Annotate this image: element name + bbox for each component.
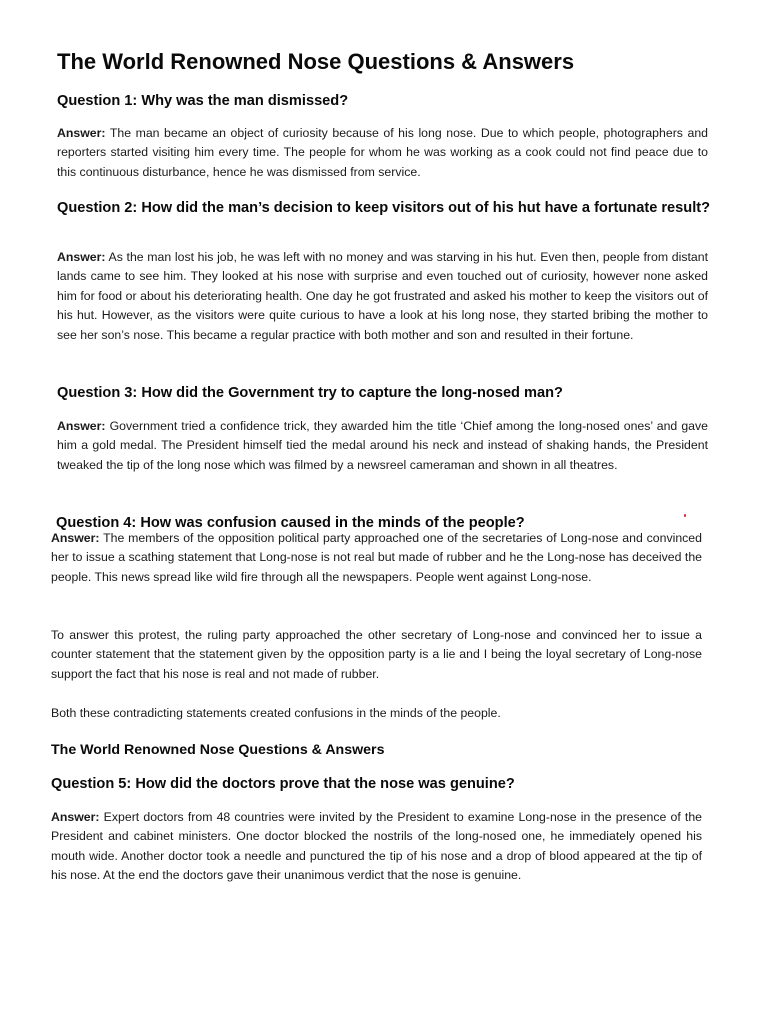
answer-3-text: Government tried a confidence trick, they awarded him the title ‘Chief among the long-nosed ones’ and gave him a gold medal. The President himself tied the medal around his neck and instead of shaking hands, the President tweaked the tip of the long nose which was filmed by a newsreel cameraman and shown in all theatres. bbox=[57, 419, 708, 472]
answer-4-paragraph-3: Both these contradicting statements created confusions in the minds of the people. bbox=[51, 706, 501, 720]
answer-4-paragraph-2: To answer this protest, the ruling party approached the other secretary of Long-nose and convinced her to issue a counter statement that the statement given by the opposition party is a lie and I being the loyal secretary of Long-nose support the fact that his nose is real and not made of rubber. bbox=[51, 628, 702, 681]
answer-4 bbox=[51, 529, 702, 587]
answer-label: Answer: bbox=[57, 250, 106, 264]
page-title: The World Renowned Nose Questions & Answers bbox=[57, 49, 575, 74]
answer-5-text: Expert doctors from 48 countries were invited by the President to examine Long-nose in the presence of the President and cabinet ministers. One doctor blocked the nostrils of the long-nosed one, he immediately opened his mouth wide. Another doctor took a needle and punctured the tip of his nose and a drop of blood appeared at the tip of his nose. At the end the doctors gave their unanimous verdict that the nose is genuine. bbox=[51, 810, 702, 883]
answer-2-text: As the man lost his job, he was left with no money and was starving in his hut. Even then, people from distant lands came to see him. They looked at his nose with surprise and even touched out of curiosity, however none asked him for food or about his deteriorating health. One day he got frustrated and asked his mother to keep the visitors out of his hut. However, as the visitors were quite curious to have a look at his long nose, they started bribing the mother to see her son’s nose. This became a regular practice with both mother and son and resulted in their fortune. bbox=[57, 250, 708, 342]
question-1-heading: Question 1: Why was the man dismissed? bbox=[57, 93, 349, 109]
answer-1-text: The man became an object of curiosity because of his long nose. Due to which people, photographers and reporters started visiting him every time. The people for whom he was working as a cook could not find peace due to this continuous disturbance, hence he was dismissed from service. bbox=[57, 126, 708, 179]
question-4-heading: Question 4: How was confusion caused in the minds of the people? bbox=[56, 515, 525, 531]
answer-4-text: The members of the opposition political party approached one of the secretaries of Long-nose and convinced her to issue a scathing statement that Long-nose is not real but made of rubber and he the Long-nose has deceived the people. This news spread like wild fire through all the newspapers. People went against Long-nose. bbox=[51, 531, 702, 584]
answer-label: Answer: bbox=[51, 810, 100, 824]
answer-label: Answer: bbox=[57, 126, 106, 140]
answer-label: Answer: bbox=[57, 419, 106, 433]
answer-label: Answer: bbox=[51, 531, 100, 545]
answer-1 bbox=[57, 124, 708, 182]
question-5-heading: Question 5: How did the doctors prove that the nose was genuine? bbox=[51, 776, 515, 792]
repeat-heading: The World Renowned Nose Questions & Answers bbox=[51, 742, 385, 758]
answer-3 bbox=[57, 417, 708, 475]
question-2-heading: Question 2: How did the man’s decision to keep visitors out of his hut have a fortunate result? bbox=[57, 200, 711, 216]
answer-2 bbox=[57, 248, 708, 345]
question-3-heading: Question 3: How did the Government try to capture the long-nosed man? bbox=[57, 385, 563, 401]
answer-5 bbox=[51, 808, 702, 886]
